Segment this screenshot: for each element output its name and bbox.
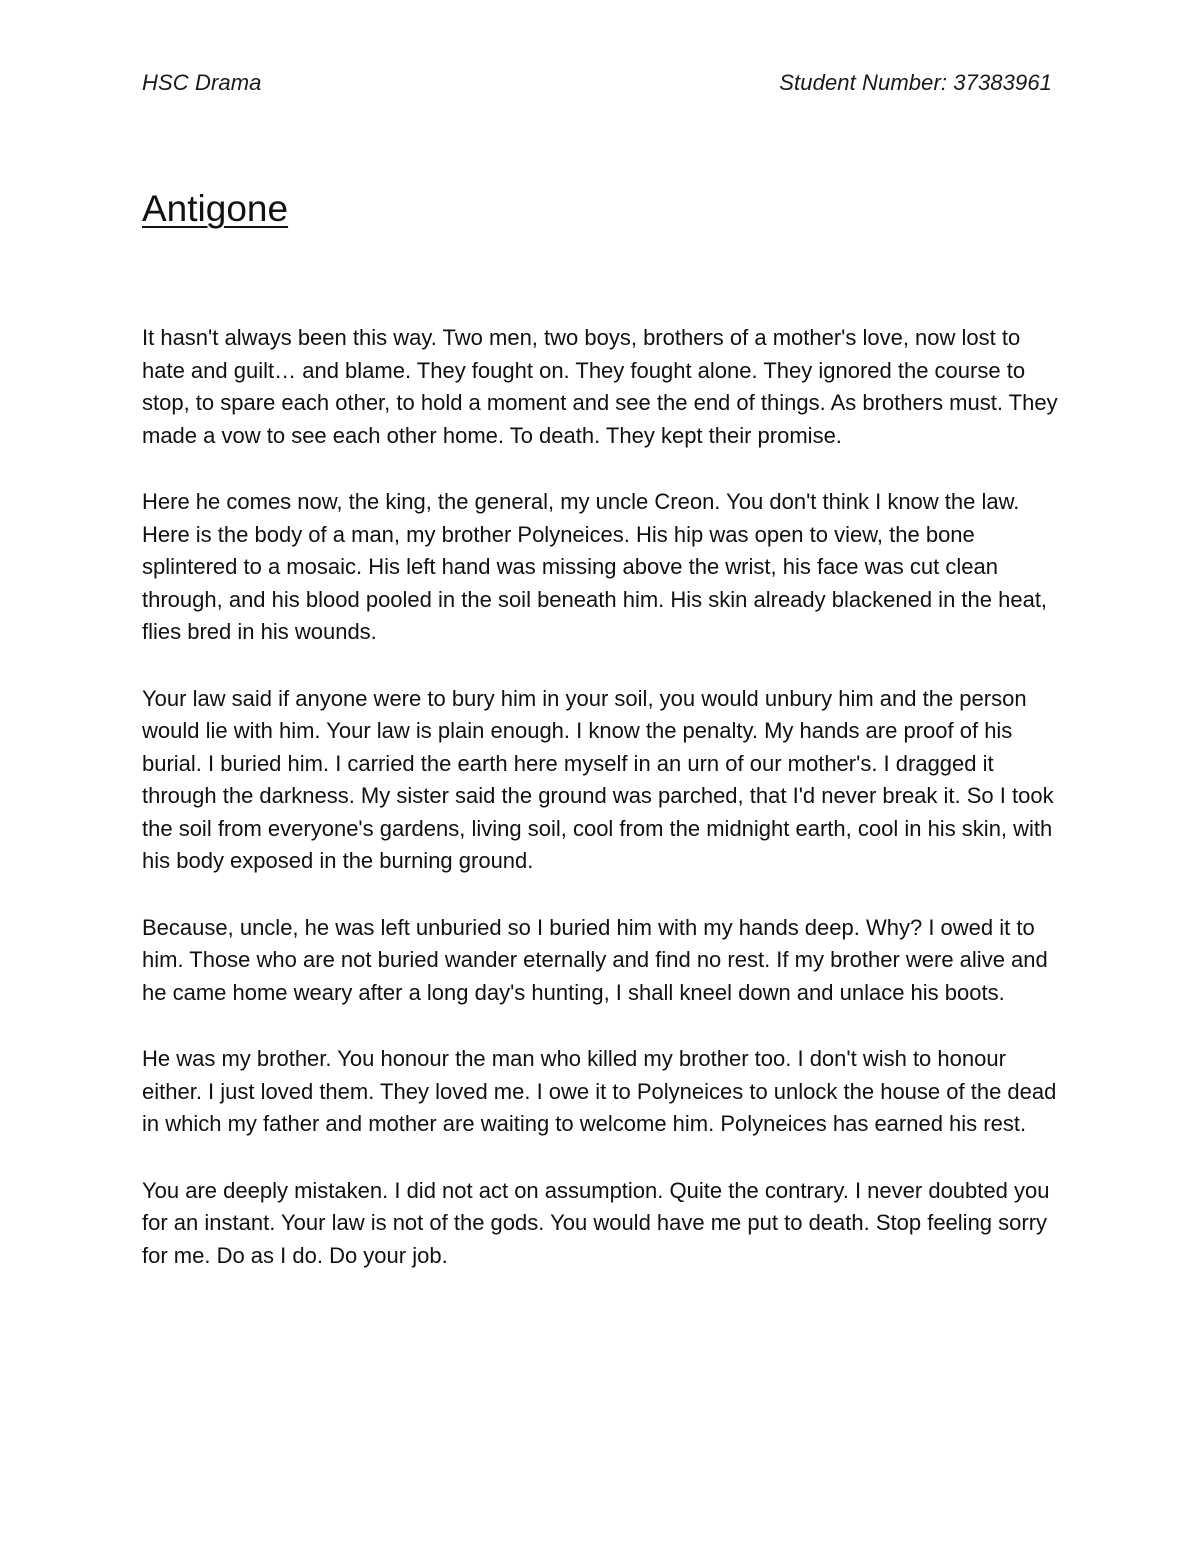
paragraph: Because, uncle, he was left unburied so I buried him with my hands deep. Why? I owed it to him. Those who are not buried wander eternally and find no rest. If my brother were alive and he came home weary after a long day's hunting, I shall kneel down and unlace his boots. — [142, 914, 1048, 1005]
student-number: Student Number: 37383961 — [779, 70, 1052, 95]
paragraph: He was my brother. You honour the man who killed my brother too. I don't wish to honour either. I just loved them. They loved me. I owe it to Polyneices to unlock the house of the dead in which my father and mother are waiting to welcome him. Polyneices has earned his rest. — [142, 1046, 1057, 1136]
page-header — [142, 70, 1052, 96]
monologue-body — [142, 322, 1067, 1306]
paragraph: You are deeply mistaken. I did not act on assumption. Quite the contrary. I never doubted you for an instant. Your law is not of the gods. You would have me put to death. Stop feeling sorry for me. Do as I do. Do your job. — [142, 1177, 1050, 1268]
paragraph: Here he comes now, the king, the general, my uncle Creon. You don't think I know the law. Here is the body of a man, my brother Polyneices. His hip was open to view, the bone splintered to a mosaic. His left hand was missing above the wrist, his face was cut clean through, and his blood pooled in the soil beneath him. His skin already blackened in the heat, flies bred in his wounds. — [142, 489, 1048, 644]
paragraph: Your law said if anyone were to bury him in your soil, you would unbury him and the person would lie with him. Your law is plain enough. I know the penalty. My hands are proof of his burial. I buried him. I carried the earth here myself in an urn of our mother's. I dragged it through the darkness. My sister said the ground was parched, that I'd never break it. So I took the soil from everyone's gardens, living soil, cool from the midnight earth, cool in his skin, with his body exposed in the burning ground. — [142, 685, 1054, 873]
course-name: HSC Drama — [142, 70, 262, 95]
paragraph: It hasn't always been this way. Two men, two boys, brothers of a mother's love, now lost to hate and guilt… and blame. They fought on. They fought alone. They ignored the course to stop, to spare each other, to hold a moment and see the end of things. As brothers must. They made a vow to see each other home. To death. They kept their promise. — [142, 325, 1058, 448]
page-title: Antigone — [142, 188, 289, 229]
